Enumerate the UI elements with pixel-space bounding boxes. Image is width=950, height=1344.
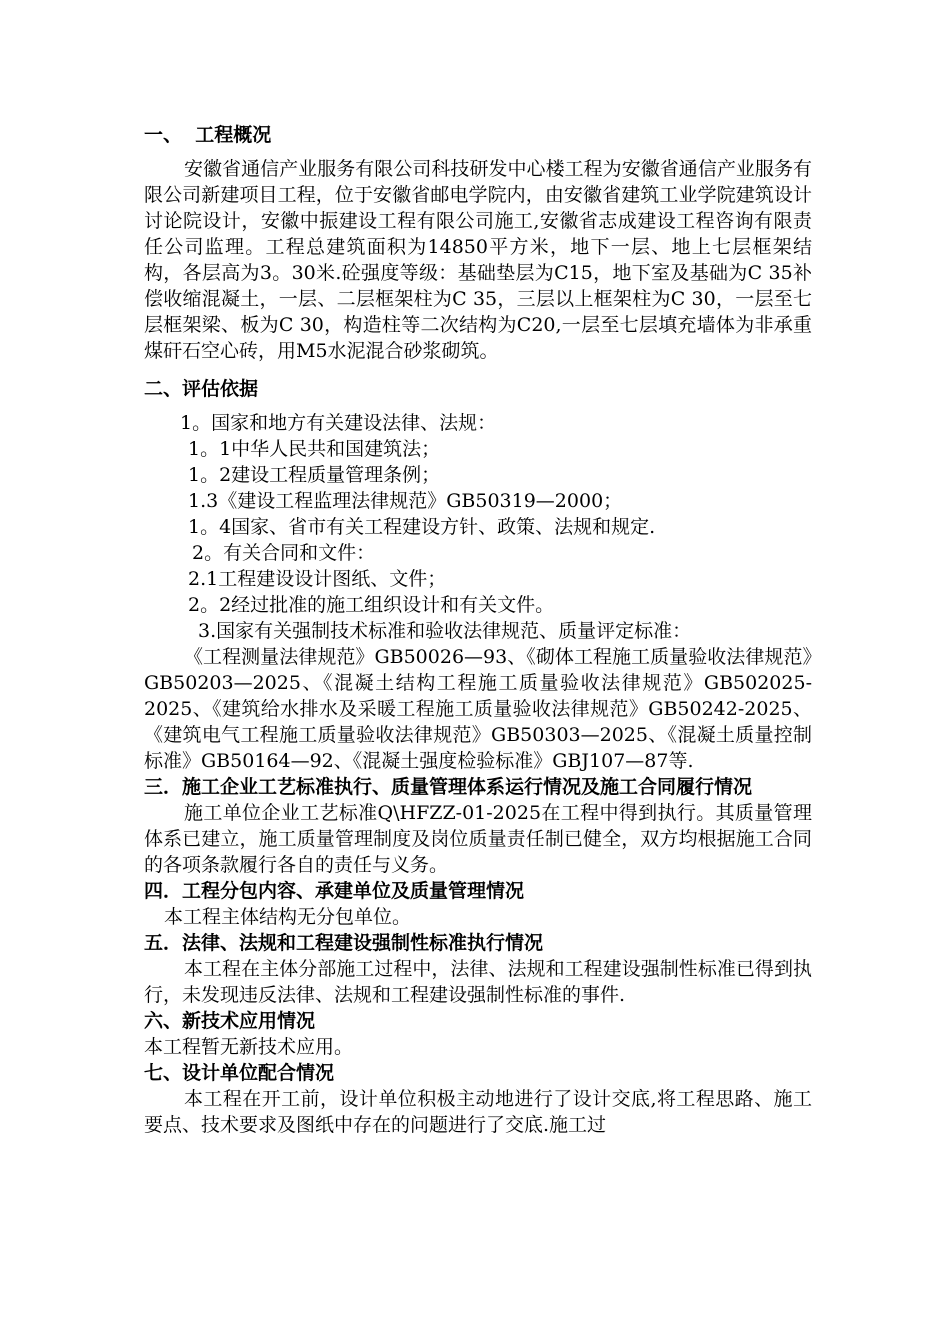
basis-item: 2。2经过批准的施工组织设计和有关文件。 xyxy=(188,594,555,616)
basis-item: 3.国家有关强制技术标准和验收法律规范、质量评定标准： xyxy=(192,620,692,642)
law-compliance-paragraph: 本工程在主体分部施工过程中，法律、法规和工程建设强制性标准已得到执行，未发现违反法律、法规和工程建设强制性标准的事件. xyxy=(144,958,812,1006)
subcontracting-paragraph: 本工程主体结构无分包单位。 xyxy=(164,906,412,928)
section-heading-basis: 二、评估依据 xyxy=(144,378,259,400)
section-heading-overview: 一、 工程概况 xyxy=(144,124,272,146)
document-page xyxy=(144,122,812,1138)
section-heading-design-cooperation: 七、设计单位配合情况 xyxy=(144,1062,335,1084)
new-technology-paragraph: 本工程暂无新技术应用。 xyxy=(144,1036,354,1058)
basis-item: 1。2建设工程质量管理条例； xyxy=(188,464,441,486)
basis-item: 1。1中华人民共和国建筑法； xyxy=(188,438,441,460)
standards-paragraph: 《工程测量法律规范》GB50026—93、《砌体工程施工质量验收法律规范》GB50203—2025、《混凝土结构工程施工质量验收法律规范》GB502025-2025、《建筑给水排水及采暖工程施工质量验收法律规范》GB50242-2025、《建筑电气工程施工质量验收法律规范》GB50303—2025、《混凝土质量控制标准》GB50164—92、《混凝土强度检验标准》GBJ107—87等. xyxy=(144,646,812,772)
section-heading-law-compliance: 五．法律、法规和工程建设强制性标准执行情况 xyxy=(144,932,544,954)
section-heading-subcontracting: 四．工程分包内容、承建单位及质量管理情况 xyxy=(144,880,525,902)
section-heading-enterprise-standards: 三．施工企业工艺标准执行、质量管理体系运行情况及施工合同履行情况 xyxy=(144,776,753,798)
basis-item: 1。国家和地方有关建设法律、法规： xyxy=(174,412,497,434)
basis-item: 2。有关合同和文件： xyxy=(186,542,376,564)
basis-item: 1.3《建设工程监理法律规范》GB50319—2000； xyxy=(188,490,623,512)
overview-paragraph: 安徽省通信产业服务有限公司科技研发中心楼工程为安徽省通信产业服务有限公司新建项目工程，位于安徽省邮电学院内，由安徽省建筑工业学院建筑设计讨论院设计，安徽中振建设工程有限公司施工,安徽省志成建设工程咨询有限责任公司监理。工程总建筑面积为14850平方米，地下一层、地上七层框架结构，各层高为3。30米.砼强度等级：基础垫层为C15，地下室及基础为C 35补偿收缩混凝土，一层、二层框架柱为C 35，三层以上框架柱为C 30，一层至七层框架梁、板为C 30，构造柱等二次结构为C20,一层至七层填充墙体为非承重煤矸石空心砖，用M5水泥混合砂浆砌筑。 xyxy=(144,158,812,362)
basis-item: 1。4国家、省市有关工程建设方针、政策、法规和规定. xyxy=(188,516,656,538)
design-cooperation-paragraph: 本工程在开工前，设计单位积极主动地进行了设计交底,将工程思路、施工要点、技术要求及图纸中存在的问题进行了交底.施工过 xyxy=(144,1088,812,1136)
enterprise-standards-paragraph: 施工单位企业工艺标准Q\HFZZ-01-2025在工程中得到执行。其质量管理体系已建立，施工质量管理制度及岗位质量责任制已健全，双方均根据施工合同的各项条款履行各自的责任与义务。 xyxy=(144,802,812,876)
section-heading-new-technology: 六、新技术应用情况 xyxy=(144,1010,316,1032)
basis-item: 2.1工程建设设计图纸、文件； xyxy=(188,568,447,590)
